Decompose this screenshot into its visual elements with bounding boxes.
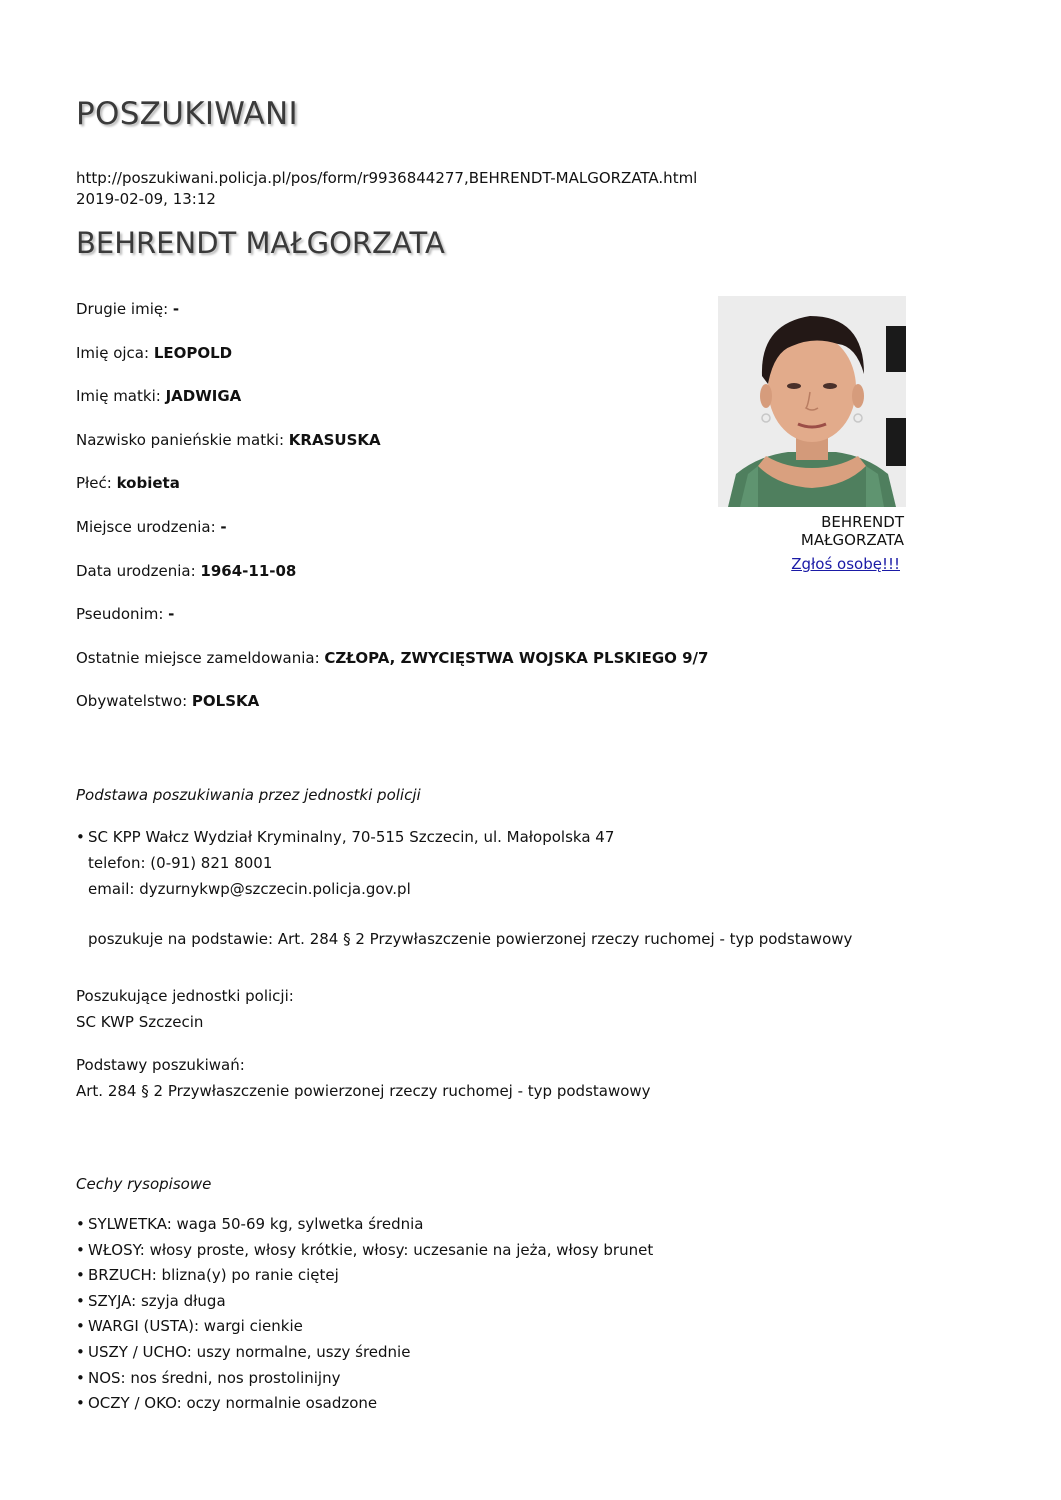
photo-caption: BEHRENDT MAŁGORZATA (800, 513, 904, 549)
person-name-heading: BEHRENDT MAŁGORZATA (76, 226, 445, 260)
photo-box (716, 296, 906, 573)
list-item (76, 1391, 653, 1417)
list-item (76, 1238, 653, 1264)
field-last-address (76, 647, 716, 691)
feature-text: WŁOSY: włosy proste, włosy krótkie, włosy: uczesanie na jeża, włosy brunet (88, 1240, 654, 1259)
field-value: - (172, 300, 180, 318)
field-birth-date (76, 560, 716, 604)
field-value: POLSKA (191, 692, 260, 711)
features-list (76, 1212, 653, 1417)
bullet-icon: • (76, 828, 85, 846)
searching-units (76, 983, 294, 1035)
field-label: Miejsce urodzenia: (76, 517, 221, 536)
list-item (76, 1314, 653, 1340)
basis-section-title: Podstawa poszukiwania przez jednostki policji (76, 786, 421, 804)
field-mother-name (76, 385, 716, 429)
page-meta (76, 168, 697, 210)
search-bases (76, 1052, 651, 1104)
field-middle-name (76, 298, 716, 342)
field-value: 1964-11-08 (200, 561, 297, 580)
field-value: kobieta (116, 474, 180, 493)
field-citizenship (76, 690, 716, 734)
police-unit-entry (76, 824, 852, 952)
field-label: Imię ojca: (76, 343, 154, 362)
field-label: Pseudonim: (76, 605, 169, 624)
feature-text: WARGI (USTA): wargi cienkie (88, 1317, 303, 1336)
searching-units-value: SC KWP Szczecin (76, 1013, 204, 1031)
source-url: http://poszukiwani.policja.pl/pos/form/r9936844277,BEHRENDT-MALGORZATA.html (76, 169, 698, 187)
feature-text: NOS: nos średni, nos prostolinijny (88, 1368, 341, 1387)
field-value: - (168, 605, 175, 624)
person-fields (76, 298, 716, 734)
site-title: POSZUKIWANI (76, 96, 298, 132)
field-mother-maiden-name (76, 429, 716, 473)
feature-text: SZYJA: szyja długa (88, 1291, 226, 1310)
field-value: CZŁOPA, ZWYCIĘSTWA WOJSKA PLSKIEGO 9/7 (324, 648, 709, 667)
bullet-icon: • (76, 1342, 85, 1361)
bullet-icon: • (76, 1266, 85, 1285)
unit-email: email: dyzurnykwp@szczecin.policja.gov.pl (88, 880, 411, 898)
features-section-title: Cechy rysopisowe (76, 1175, 212, 1193)
bullet-icon: • (76, 1317, 85, 1336)
field-value: KRASUSKA (288, 430, 381, 449)
report-person-link[interactable]: Zgłoś osobę!!! (791, 555, 900, 573)
field-label: Obywatelstwo: (76, 692, 192, 711)
bullet-icon: • (76, 1215, 85, 1233)
list-item (76, 1289, 653, 1315)
list-item (76, 1340, 653, 1366)
person-photo (718, 296, 906, 507)
feature-text: OCZY / OKO: oczy normalnie osadzone (88, 1394, 378, 1413)
field-label: Nazwisko panieńskie matki: (76, 430, 289, 449)
field-label: Ostatnie miejsce zameldowania: (76, 648, 325, 667)
person-photo-illustration (718, 296, 906, 507)
bullet-icon: • (76, 1394, 85, 1413)
unit-name-text: SC KPP Wałcz Wydział Kryminalny, 70-515 Szczecin, ul. Małopolska 47 (88, 828, 615, 846)
list-item (76, 1366, 653, 1392)
search-bases-label: Podstawy poszukiwań: (76, 1056, 245, 1074)
unit-name (76, 824, 852, 850)
field-birth-place (76, 516, 716, 560)
timestamp: 2019-02-09, 13:12 (76, 190, 216, 208)
field-label: Imię matki: (76, 387, 166, 406)
list-item (76, 1263, 653, 1289)
field-label: Drugie imię: (76, 300, 173, 318)
bullet-icon: • (76, 1240, 85, 1259)
feature-text: SYLWETKA: waga 50-69 kg, sylwetka średnia (88, 1215, 424, 1233)
field-label: Płeć: (76, 474, 117, 493)
field-father-name (76, 342, 716, 386)
bullet-icon: • (76, 1368, 85, 1387)
feature-text: BRZUCH: blizna(y) po ranie ciętej (88, 1266, 339, 1285)
field-value: - (220, 517, 227, 536)
search-bases-value: Art. 284 § 2 Przywłaszczenie powierzonej rzeczy ruchomej - typ podstawowy (76, 1082, 651, 1100)
list-item (76, 1212, 653, 1238)
field-sex (76, 472, 716, 516)
field-label: Data urodzenia: (76, 561, 201, 580)
bullet-icon: • (76, 1291, 85, 1310)
field-alias (76, 603, 716, 647)
unit-phone: telefon: (0-91) 821 8001 (88, 854, 273, 872)
searching-units-label: Poszukujące jednostki policji: (76, 987, 294, 1005)
feature-text: USZY / UCHO: uszy normalne, uszy średnie (88, 1342, 411, 1361)
unit-basis: poszukuje na podstawie: Art. 284 § 2 Przywłaszczenie powierzonej rzeczy ruchomej - typ podstawowy (88, 930, 853, 948)
field-value: JADWIGA (165, 387, 242, 406)
field-value: LEOPOLD (153, 343, 233, 362)
